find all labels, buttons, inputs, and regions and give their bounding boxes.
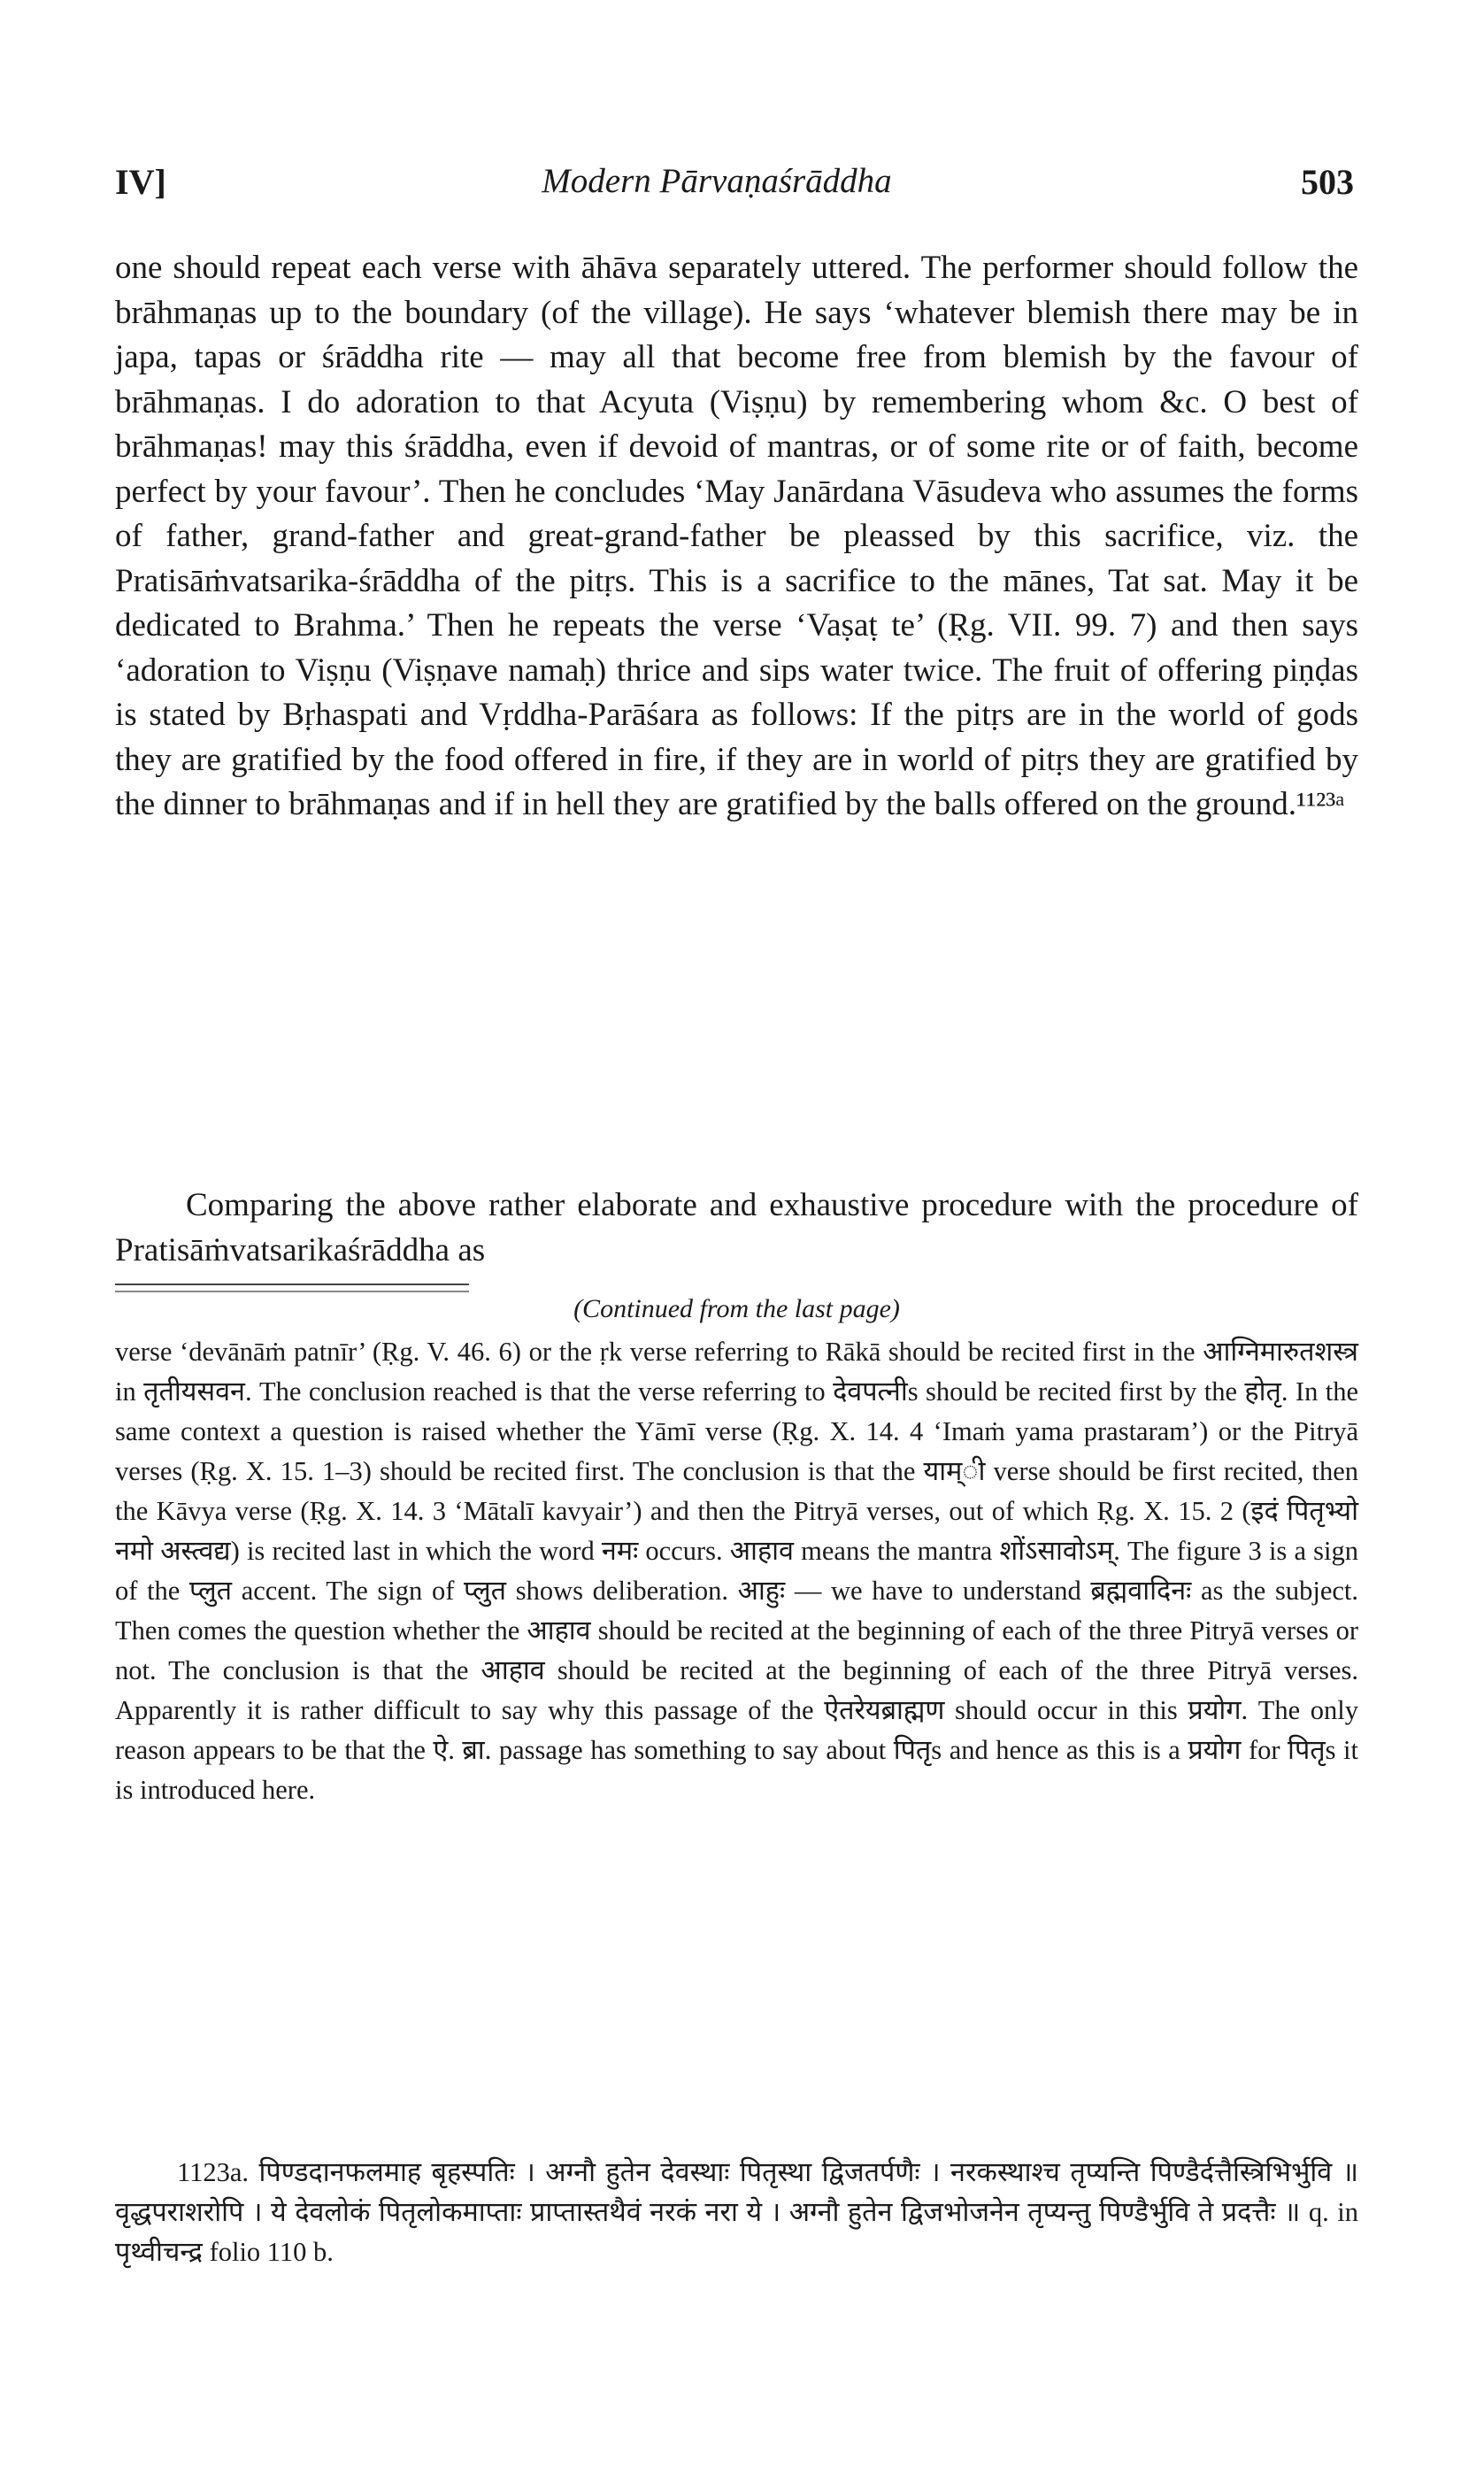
footnote-1123a: 1123a. पिण्डदानफलमाह बृहस्पतिः । अग्नौ हुतेन देवस्थाः पितृस्था द्विजतर्पणैः । नरकस्थाश्च तृप्यन्ति पिण्डैर्दत्तैस्त्रिभिर्भुवि ॥ वृद्धपराशरोपि । ये देवलोकं पितृलोकमाप्ताः प्राप्तास्तथैवं नरकं नरा ये । अग्नौ हुतेन द्विजभोजनेन तृप्यन्तु पिण्डैर्भुवि ते प्रदत्तैः ॥ q. in पृथ्वीचन्द्र folio 110 b. <box>115 2157 1358 2267</box>
running-title: Modern Pārvaṇaśrāddha <box>542 162 892 200</box>
chapter-number: IV] <box>115 162 166 202</box>
body-paragraph-1: one should repeat each verse with āhāva separately uttered. The performer should follow the brāhmaṇas up to the boundary (of the village). He says ‘whatever blemish there may be in japa, tapas or śrāddha rite — may all that become free from blemish by the favour of brāhmaṇas. I do adoration to that Acyuta (Viṣṇu) by remembering whom &c. O best of brāhmaṇas! may this śrāddha, even if devoid of mantras, or of some rite or of faith, become perfect by your favour’. Then he concludes ‘May Janārdana Vāsudeva who assumes the forms of father, grand-father and great-grand-father be pleassed by this sacrifice, viz. the Pratisāṁvatsarika-śrāddha of the pitṛs. This is a sacrifice to the mānes, Tat sat. May it be dedicated to Brahma.’ Then he repeats the verse ‘Vaṣaṭ te’ (Ṛg. VII. 99. 7) and then says ‘adoration to Viṣṇu (Viṣṇave namaḥ) thrice and sips water twice. The fruit of offering piṇḍas is stated by Bṛhaspati and Vṛddha-Parāśara as follows: If the pitṛs are in the world of gods they are gratified by the food offered in fire, if they are in world of pitṛs they are gratified by the dinner to brāhmaṇas and if in hell they are gratified by the balls offered on the ground.¹¹²³ᵃ <box>115 250 1358 822</box>
running-header <box>115 161 1354 214</box>
footnote-continued-label: (Continued from the last page) <box>573 1294 900 1323</box>
footnote-divider <box>115 1284 469 1292</box>
body-paragraph-2: Comparing the above rather elaborate and exhaustive procedure with the procedure of Pratisāṁvatsarikaśrāddha as <box>115 1187 1358 1268</box>
page-number: 503 <box>1301 162 1354 202</box>
footnote-continued-text: verse ‘devānāṁ patnīr’ (Ṛg. V. 46. 6) or the ṛk verse referring to Rākā should be recited first in the आग्निमारुतशस्त्र in तृतीयसवन. The conclusion reached is that the verse referring to देवपत्नीs should be recited first by the होतृ. In the same context a question is raised whether the Yāmī verse (Ṛg. X. 14. 4 ‘Imaṁ yama prastaram’) or the Pitryā verses (Ṛg. X. 15. 1–3) should be recited first. The conclusion is that the याम्ी verse should be first recited, then the Kāvya verse (Ṛg. X. 14. 3 ‘Mātalī kavyair’) and then the Pitryā verses, out of which Ṛg. X. 15. 2 (इदं पितृभ्यो नमो अस्त्वद्य) is recited last in which the word नमः occurs. आहाव means the mantra शोंऽसावोऽम्. The figure 3 is a sign of the प्लुत accent. The sign of प्लुत shows deliberation. आहुः — we have to understand ब्रह्मवादिनः as the subject. Then comes the question whether the आहाव should be recited at the beginning of each of the three Pitryā verses or not. The conclusion is that the आहाव should be recited at the beginning of each of the three Pitryā verses. Apparently it is rather difficult to say why this passage of the ऐतरेयब्राह्मण should occur in this प्रयोग. The only reason appears to be that the ऐ. ब्रा. passage has something to say about पितृs and hence as this is a प्रयोग for पितृs it is introduced here. <box>115 1337 1358 1805</box>
